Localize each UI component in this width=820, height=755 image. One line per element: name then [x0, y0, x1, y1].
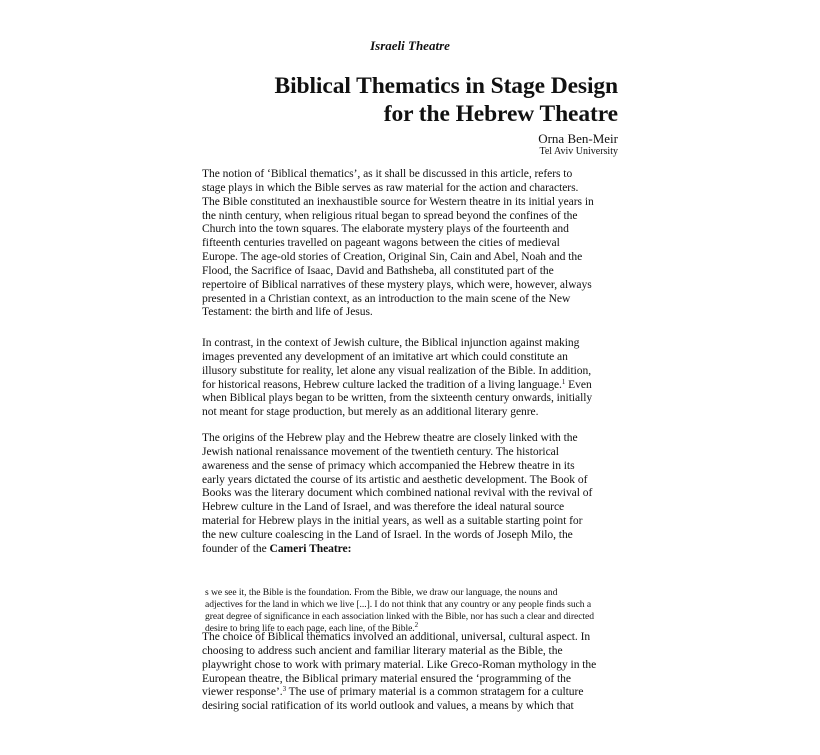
- text-line: The Bible constituted an inexhaustible source for Western theatre in its initial years in: [202, 195, 594, 208]
- text-line: images prevented any development of an imitative art which could constitute an: [202, 350, 568, 363]
- text-line: early years dictated the course of its artistic and aesthetic development. The Book of: [202, 473, 588, 486]
- text-line: the new culture coalescing in the Land of Israel. In the words of Joseph Milo, the: [202, 528, 573, 541]
- text-line: [202, 543, 620, 557]
- text-line: Jewish national renaissance movement of the twentieth century. The historical: [202, 445, 559, 458]
- text-line: when Biblical plays began to be written, from the sixteenth century onwards, initially: [202, 392, 593, 405]
- text-fragment: desire to bring life to each page, each line, of the Bible.: [205, 623, 415, 634]
- text-line: fifteenth centuries travelled on pageant wagons between the cities of medieval: [202, 237, 560, 250]
- paragraph-2: [202, 337, 620, 420]
- text-fragment: for historical reasons, Hebrew culture lacked the tradition of a living language.: [202, 378, 562, 391]
- text-fragment: viewer response’.: [202, 686, 283, 699]
- paragraph-3: [202, 432, 620, 557]
- block-quote: [205, 587, 623, 635]
- footnote-marker: 3: [282, 685, 287, 694]
- article-title-line-2: for the Hebrew Theatre: [383, 101, 618, 127]
- text-line: the ninth century, when religious ritual began to spread beyond the confines of the: [202, 209, 578, 222]
- author-affiliation: Tel Aviv University: [539, 146, 618, 157]
- text-line: stage plays in which the Bible serves as raw material for the action and characters.: [202, 181, 579, 194]
- text-line: presented in a Christian context, as an introduction to the main scene of the New: [202, 292, 571, 305]
- text-line: playwright chose to work with primary material. Like Greco-Roman mythology in the: [202, 658, 597, 671]
- text-line: European theatre, the Biblical primary material ensured the ‘programming of the: [202, 672, 571, 685]
- text-line: not meant for stage production, but merely as an additional literary genre.: [202, 406, 539, 419]
- text-line: awareness and the sense of primacy which accompanied the Hebrew theatre in its: [202, 459, 575, 472]
- text-line: Hebrew culture in the Land of Israel, and was therefore the ideal natural source: [202, 501, 565, 514]
- quote-line: s we see it, the Bible is the foundation. From the Bible, we draw our language, the nouns and: [205, 587, 558, 598]
- text-line: illusory substitute for reality, let alone any visual realization of the Bible. In addition,: [202, 364, 592, 377]
- author-name: Orna Ben-Meir: [538, 131, 618, 146]
- running-head: Israeli Theatre: [370, 38, 450, 53]
- text-line: Testament: the birth and life of Jesus.: [202, 306, 373, 319]
- text-fragment: founder of the: [202, 542, 270, 555]
- text-line: [202, 686, 620, 700]
- text-line: Flood, the Sacrifice of Isaac, David and Bathsheba, all constituted part of the: [202, 264, 554, 277]
- article-title-line-1: Biblical Thematics in Stage Design: [274, 73, 618, 99]
- theatre-name: Cameri Theatre:: [269, 542, 352, 555]
- text-line: repertoire of Biblical narratives of these mystery plays, which were, however, always: [202, 278, 592, 291]
- text-line: Europe. The age-old stories of Creation, Original Sin, Cain and Abel, Noah and the: [202, 251, 583, 264]
- text-line: [202, 379, 620, 393]
- paragraph-4: [202, 631, 620, 714]
- text-fragment: Even: [565, 378, 592, 391]
- paragraph-1: [202, 168, 620, 320]
- text-line: choosing to address such ancient and familiar literary material as the Bible, the: [202, 644, 563, 657]
- text-line: In contrast, in the context of Jewish culture, the Biblical injunction against making: [202, 337, 580, 349]
- title-block: [275, 72, 618, 158]
- footnote-marker: 2: [414, 621, 419, 629]
- text-line: material for Hebrew plays in the initial years, as well as a suitable starting point for: [202, 515, 583, 528]
- text-fragment: The use of primary material is a common stratagem for a culture: [286, 686, 584, 699]
- text-line: The choice of Biblical thematics involved an additional, universal, cultural aspect. In: [202, 631, 591, 643]
- text-line: Books was the literary document which combined national revival with the revival of: [202, 487, 593, 500]
- footnote-marker: 1: [561, 377, 566, 386]
- quote-line: adjectives for the land in which we live [...]. I do not think that any country or any people finds such a: [205, 599, 592, 610]
- quote-line: great degree of significance in each association linked with the Bible, nor has such a clear and directed: [205, 611, 595, 622]
- text-line: desiring social ratification of its world outlook and values, a means by which that: [202, 700, 574, 713]
- text-line: Church into the town squares. The elaborate mystery plays of the fourteenth and: [202, 223, 569, 236]
- text-line: The notion of ‘Biblical thematics’, as it shall be discussed in this article, refers to: [202, 168, 573, 180]
- text-line: The origins of the Hebrew play and the Hebrew theatre are closely linked with the: [202, 432, 578, 444]
